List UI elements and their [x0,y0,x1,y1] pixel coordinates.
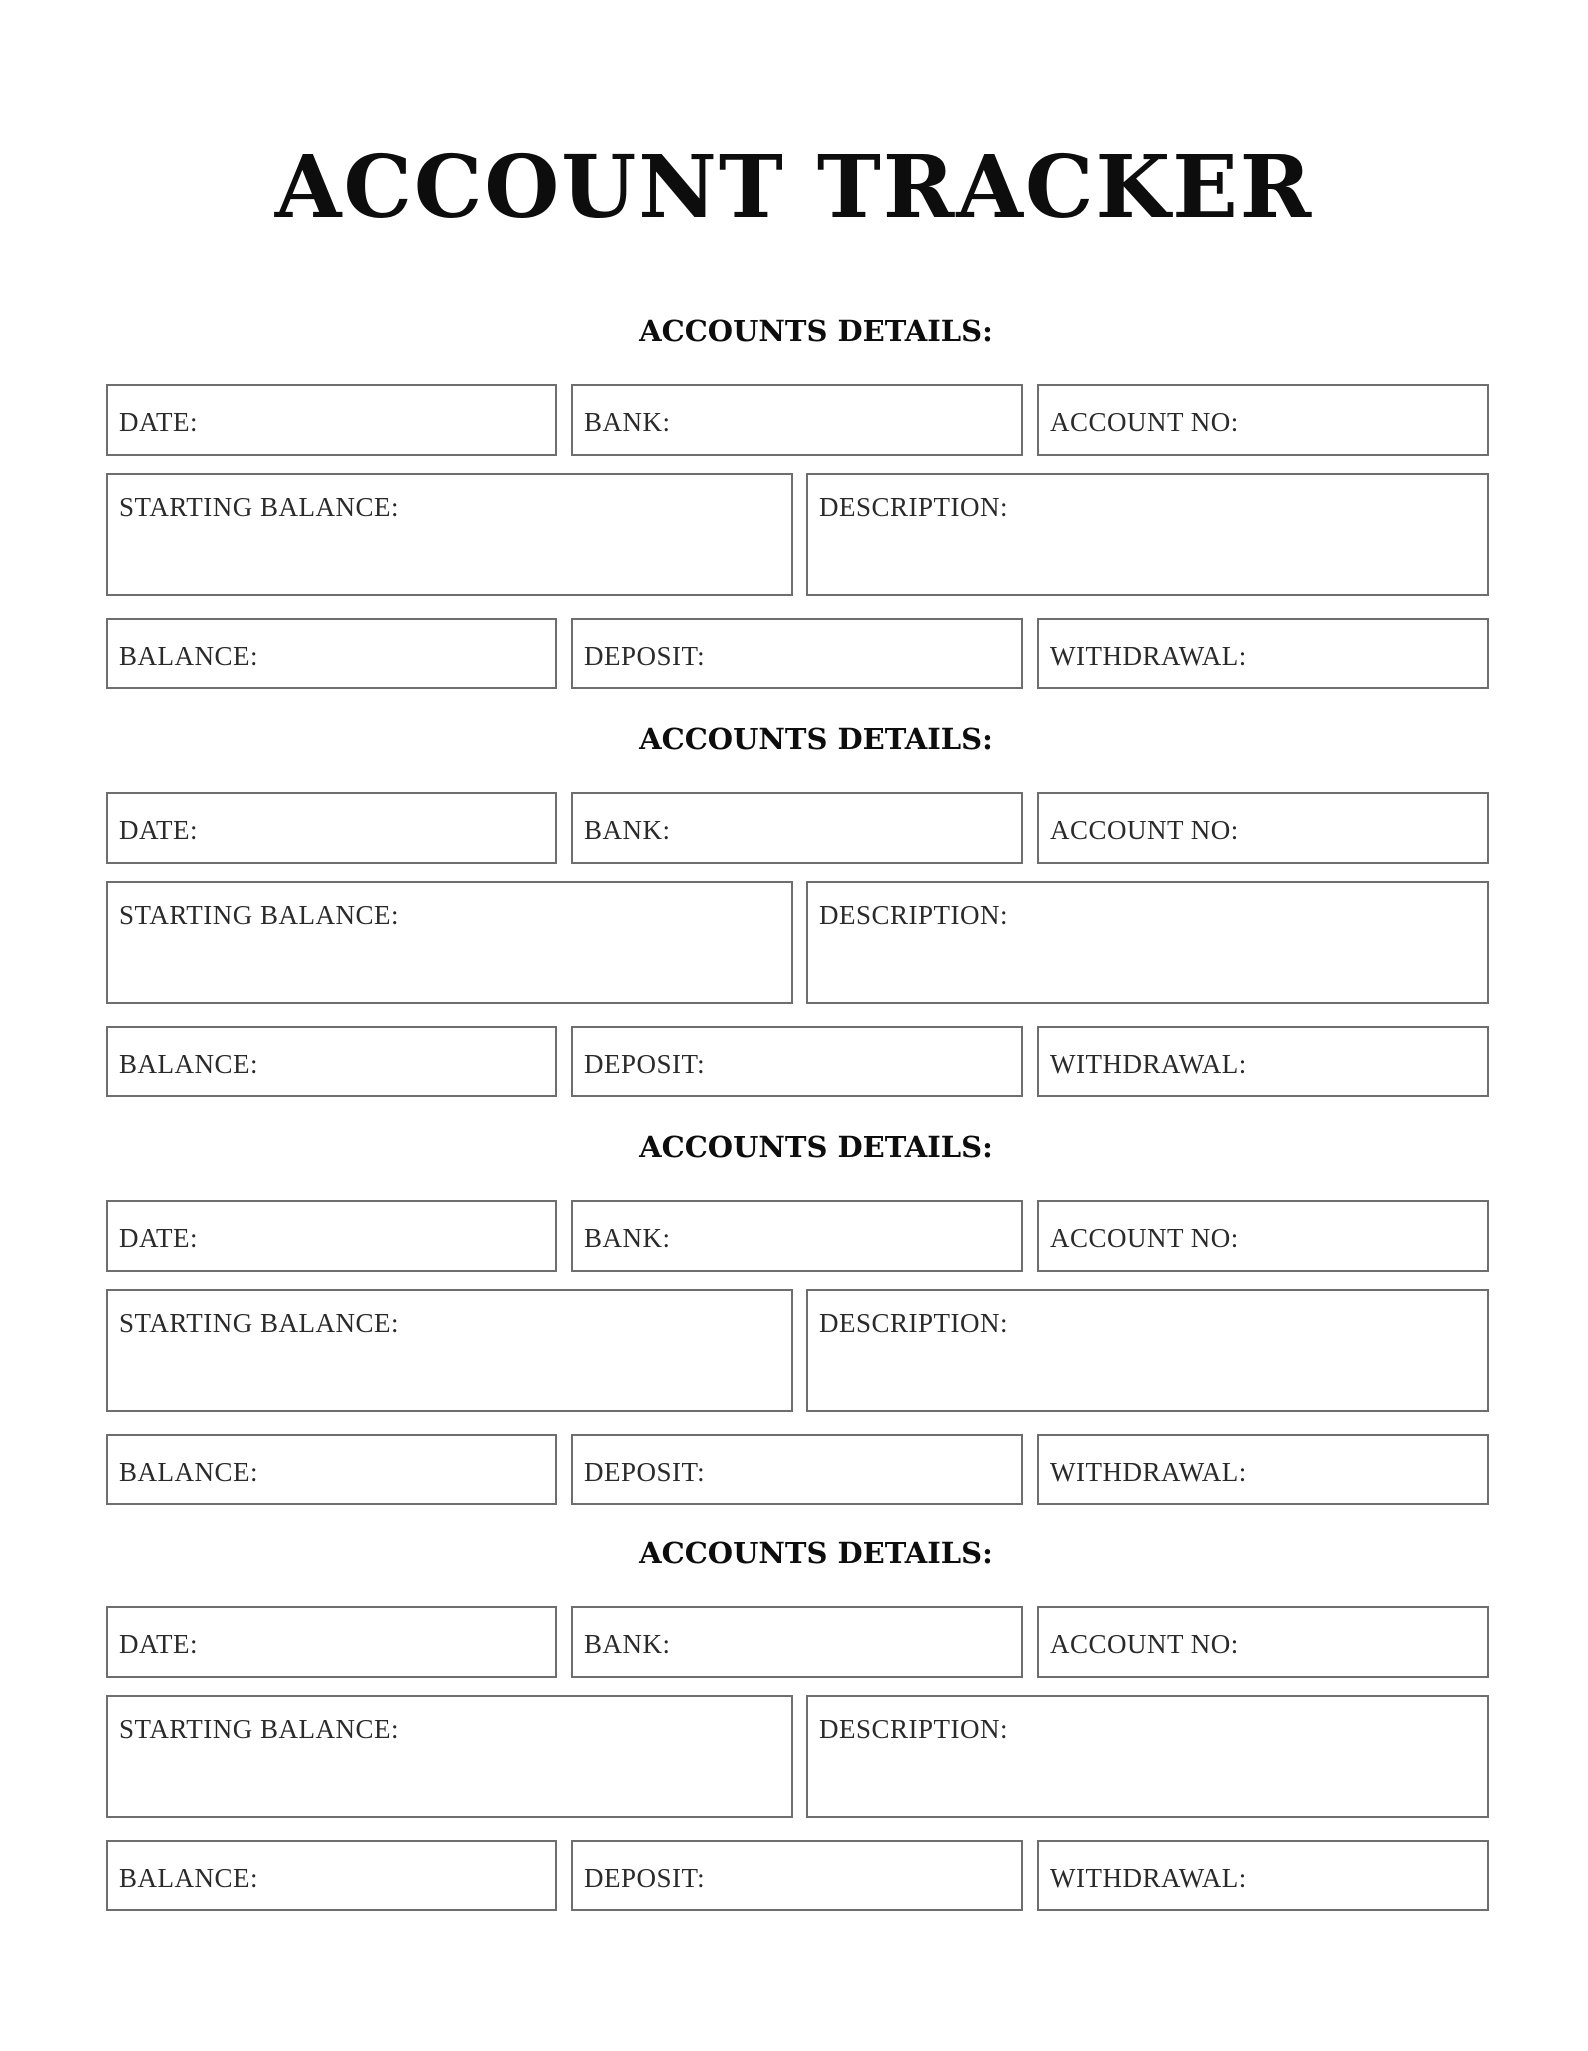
deposit-field[interactable] [571,1840,1023,1911]
description-field[interactable] [806,1289,1489,1412]
account-no-field[interactable] [1037,384,1489,456]
section-heading: ACCOUNTS DETAILS: [639,1536,993,1570]
bank-label: BANK: [584,1629,671,1659]
date-field[interactable] [106,1200,557,1272]
withdrawal-field[interactable] [1037,1434,1489,1505]
bank-field[interactable] [571,384,1023,456]
balance-label: BALANCE: [119,641,258,671]
account-no-label: ACCOUNT NO: [1050,815,1239,845]
account-no-label: ACCOUNT NO: [1050,1223,1239,1253]
date-label: DATE: [119,1629,198,1659]
date-field[interactable] [106,384,557,456]
description-label: DESCRIPTION: [819,1308,1009,1338]
date-label: DATE: [119,407,198,437]
deposit-label: DEPOSIT: [584,1457,706,1487]
withdrawal-field[interactable] [1037,1840,1489,1911]
section-heading: ACCOUNTS DETAILS: [639,314,993,348]
deposit-label: DEPOSIT: [584,641,706,671]
balance-field[interactable] [106,618,557,689]
description-field[interactable] [806,1695,1489,1818]
account-no-field[interactable] [1037,792,1489,864]
deposit-field[interactable] [571,618,1023,689]
balance-field[interactable] [106,1840,557,1911]
balance-label: BALANCE: [119,1049,258,1079]
starting-balance-field[interactable] [106,881,793,1004]
bank-field[interactable] [571,1200,1023,1272]
balance-field[interactable] [106,1434,557,1505]
page-title: ACCOUNT TRACKER [274,137,1314,238]
section-heading: ACCOUNTS DETAILS: [639,1130,993,1164]
starting-balance-label: STARTING BALANCE: [119,900,399,930]
date-field[interactable] [106,792,557,864]
deposit-field[interactable] [571,1434,1023,1505]
bank-label: BANK: [584,407,671,437]
bank-label: BANK: [584,815,671,845]
account-no-label: ACCOUNT NO: [1050,407,1239,437]
description-field[interactable] [806,881,1489,1004]
account-no-field[interactable] [1037,1200,1489,1272]
section-heading: ACCOUNTS DETAILS: [639,722,993,756]
starting-balance-field[interactable] [106,1289,793,1412]
description-field[interactable] [806,473,1489,596]
date-label: DATE: [119,815,198,845]
withdrawal-label: WITHDRAWAL: [1050,1049,1247,1079]
account-no-field[interactable] [1037,1606,1489,1678]
starting-balance-field[interactable] [106,1695,793,1818]
deposit-label: DEPOSIT: [584,1049,706,1079]
bank-field[interactable] [571,792,1023,864]
withdrawal-label: WITHDRAWAL: [1050,1863,1247,1893]
date-label: DATE: [119,1223,198,1253]
deposit-label: DEPOSIT: [584,1863,706,1893]
balance-field[interactable] [106,1026,557,1097]
starting-balance-label: STARTING BALANCE: [119,1714,399,1744]
withdrawal-label: WITHDRAWAL: [1050,641,1247,671]
balance-label: BALANCE: [119,1863,258,1893]
withdrawal-field[interactable] [1037,1026,1489,1097]
starting-balance-field[interactable] [106,473,793,596]
description-label: DESCRIPTION: [819,900,1009,930]
starting-balance-label: STARTING BALANCE: [119,1308,399,1338]
description-label: DESCRIPTION: [819,492,1009,522]
date-field[interactable] [106,1606,557,1678]
balance-label: BALANCE: [119,1457,258,1487]
withdrawal-field[interactable] [1037,618,1489,689]
description-label: DESCRIPTION: [819,1714,1009,1744]
deposit-field[interactable] [571,1026,1023,1097]
bank-field[interactable] [571,1606,1023,1678]
account-no-label: ACCOUNT NO: [1050,1629,1239,1659]
bank-label: BANK: [584,1223,671,1253]
starting-balance-label: STARTING BALANCE: [119,492,399,522]
withdrawal-label: WITHDRAWAL: [1050,1457,1247,1487]
